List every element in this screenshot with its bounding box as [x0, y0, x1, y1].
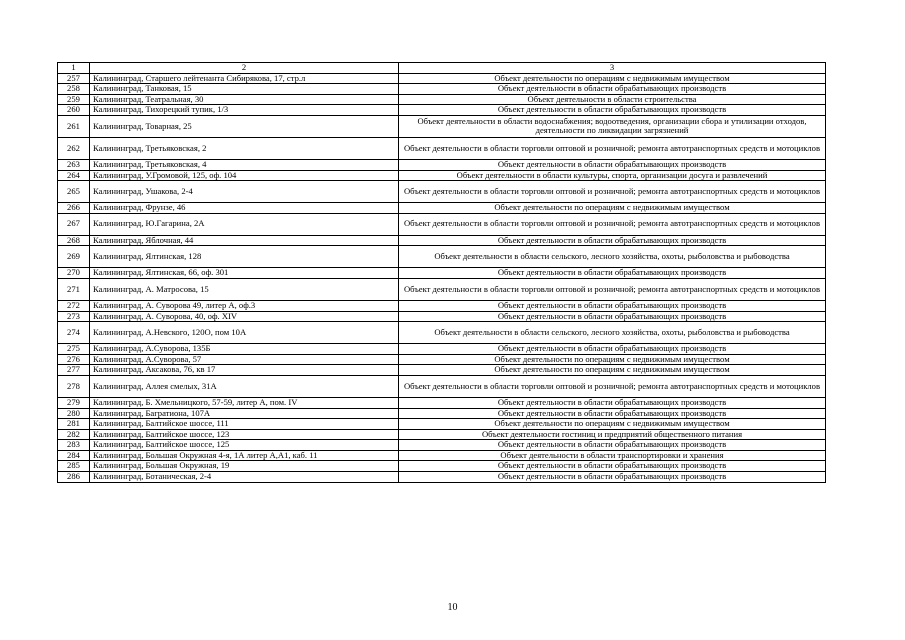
table-header-row [58, 63, 826, 74]
table-row [58, 268, 826, 279]
activity-cell: Объект деятельности в области обрабатывающих производств [399, 268, 826, 279]
table-row [58, 354, 826, 365]
table-row [58, 235, 826, 246]
address-cell: Калининград, Ю.Гагарина, 2А [90, 213, 399, 235]
table-row [58, 375, 826, 397]
table-row [58, 73, 826, 84]
table-row [58, 440, 826, 451]
table-row [58, 300, 826, 311]
row-number-cell: 285 [58, 461, 90, 472]
row-number-cell: 283 [58, 440, 90, 451]
activity-cell: Объект деятельности в области культуры, спорта, организации досуга и развлечений [399, 170, 826, 181]
table-row [58, 429, 826, 440]
row-number-cell: 270 [58, 268, 90, 279]
row-number-cell: 263 [58, 159, 90, 170]
address-cell: Калининград, Старшего лейтенанта Сибирякова, 17, стр.л [90, 73, 399, 84]
address-cell: Калининград, Багратиона, 107А [90, 408, 399, 419]
row-number-cell: 273 [58, 311, 90, 322]
table-row [58, 115, 826, 137]
address-cell: Калининград, А. Матросова, 15 [90, 278, 399, 300]
column-header-3: 3 [399, 63, 826, 74]
activity-cell: Объект деятельности в области обрабатывающих производств [399, 397, 826, 408]
address-cell: Калининград, Третьяковская, 2 [90, 137, 399, 159]
row-number-cell: 275 [58, 344, 90, 355]
table-row [58, 450, 826, 461]
row-number-cell: 284 [58, 450, 90, 461]
row-number-cell: 274 [58, 322, 90, 344]
column-header-1: 1 [58, 63, 90, 74]
address-cell: Калининград, Ушакова, 2-4 [90, 181, 399, 203]
activity-cell: Объект деятельности в области обрабатывающих производств [399, 461, 826, 472]
address-cell: Калининград, А. Суворова 49, литер А, оф.3 [90, 300, 399, 311]
activity-cell: Объект деятельности по операциям с недвижимым имуществом [399, 73, 826, 84]
table-row [58, 344, 826, 355]
row-number-cell: 269 [58, 246, 90, 268]
address-cell: Калининград, Фрунзе, 46 [90, 203, 399, 214]
table-row [58, 419, 826, 430]
table-row [58, 408, 826, 419]
table-row [58, 311, 826, 322]
activity-cell: Объект деятельности в области торговли оптовой и розничной; ремонта автотранспортных средств и мотоциклов [399, 278, 826, 300]
row-number-cell: 277 [58, 365, 90, 376]
activity-cell: Объект деятельности в области обрабатывающих производств [399, 440, 826, 451]
row-number-cell: 271 [58, 278, 90, 300]
address-cell: Калининград, Товарная, 25 [90, 115, 399, 137]
address-cell: Калининград, Ботаническая, 2-4 [90, 472, 399, 483]
address-cell: Калининград, Балтийское шоссе, 111 [90, 419, 399, 430]
activity-cell: Объект деятельности по операциям с недвижимым имуществом [399, 365, 826, 376]
table-row [58, 203, 826, 214]
address-cell: Калининград, А.Невского, 120О, пом 10А [90, 322, 399, 344]
address-cell: Калининград, У.Громовой, 125, оф. 104 [90, 170, 399, 181]
table-row [58, 181, 826, 203]
address-cell: Калининград, Большая Окружная, 19 [90, 461, 399, 472]
activity-cell: Объект деятельности в области обрабатывающих производств [399, 344, 826, 355]
activity-cell: Объект деятельности в области обрабатывающих производств [399, 159, 826, 170]
table-row [58, 246, 826, 268]
activity-cell: Объект деятельности по операциям с недвижимым имуществом [399, 354, 826, 365]
row-number-cell: 280 [58, 408, 90, 419]
activity-cell: Объект деятельности в области обрабатывающих производств [399, 311, 826, 322]
table-row [58, 213, 826, 235]
row-number-cell: 278 [58, 375, 90, 397]
row-number-cell: 286 [58, 472, 90, 483]
page-number: 10 [447, 602, 458, 613]
table-row [58, 461, 826, 472]
activity-cell: Объект деятельности в области обрабатывающих производств [399, 235, 826, 246]
row-number-cell: 268 [58, 235, 90, 246]
activity-cell: Объект деятельности по операциям с недвижимым имуществом [399, 419, 826, 430]
table-row [58, 159, 826, 170]
address-cell: Калининград, А.Суворова, 135Б [90, 344, 399, 355]
row-number-cell: 260 [58, 105, 90, 116]
data-table [57, 62, 826, 483]
table-row [58, 278, 826, 300]
address-cell: Калининград, Третьяковская, 4 [90, 159, 399, 170]
address-cell: Калининград, Театральная, 30 [90, 94, 399, 105]
row-number-cell: 259 [58, 94, 90, 105]
activity-cell: Объект деятельности в области обрабатывающих производств [399, 408, 826, 419]
activity-cell: Объект деятельности по операциям с недвижимым имуществом [399, 203, 826, 214]
activity-cell: Объект деятельности в области обрабатывающих производств [399, 105, 826, 116]
row-number-cell: 257 [58, 73, 90, 84]
address-cell: Калининград, Тихорецкий тупик, 1/3 [90, 105, 399, 116]
address-cell: Калининград, Балтийское шоссе, 123 [90, 429, 399, 440]
address-cell: Калининград, А.Суворова, 57 [90, 354, 399, 365]
table-row [58, 365, 826, 376]
row-number-cell: 281 [58, 419, 90, 430]
address-cell: Калининград, Аллея смелых, 31А [90, 375, 399, 397]
activity-cell: Объект деятельности в области обрабатывающих производств [399, 300, 826, 311]
row-number-cell: 264 [58, 170, 90, 181]
table-row [58, 137, 826, 159]
row-number-cell: 266 [58, 203, 90, 214]
table-row [58, 105, 826, 116]
address-cell: Калининград, Ялтинская, 128 [90, 246, 399, 268]
row-number-cell: 279 [58, 397, 90, 408]
row-number-cell: 272 [58, 300, 90, 311]
activity-cell: Объект деятельности в области торговли оптовой и розничной; ремонта автотранспортных средств и мотоциклов [399, 181, 826, 203]
table-row [58, 170, 826, 181]
row-number-cell: 261 [58, 115, 90, 137]
address-cell: Калининград, А. Суворова, 40, оф. XIV [90, 311, 399, 322]
activity-cell: Объект деятельности в области обрабатывающих производств [399, 472, 826, 483]
table-row [58, 84, 826, 95]
activity-cell: Объект деятельности в области транспортировки и хранения [399, 450, 826, 461]
activity-cell: Объект деятельности в области торговли оптовой и розничной; ремонта автотранспортных средств и мотоциклов [399, 137, 826, 159]
activity-cell: Объект деятельности в области водоснабжения; водоотведения, организации сбора и утилизации отходов, деятельности по ликвидации загрязнений [399, 115, 826, 137]
activity-cell: Объект деятельности в области торговли оптовой и розничной; ремонта автотранспортных средств и мотоциклов [399, 375, 826, 397]
table-row [58, 397, 826, 408]
table-body [58, 73, 826, 482]
table-row [58, 472, 826, 483]
activity-cell: Объект деятельности гостиниц и предприятий общественного питания [399, 429, 826, 440]
table-row [58, 94, 826, 105]
activity-cell: Объект деятельности в области сельского, лесного хозяйства, охоты, рыболовства и рыбоводства [399, 322, 826, 344]
address-cell: Калининград, Ялтинская, 66, оф. 301 [90, 268, 399, 279]
address-cell: Калининград, Большая Окружная 4-я, 1А литер А,А1, каб. 11 [90, 450, 399, 461]
row-number-cell: 262 [58, 137, 90, 159]
activity-cell: Объект деятельности в области сельского, лесного хозяйства, охоты, рыболовства и рыбоводства [399, 246, 826, 268]
address-cell: Калининград, Яблочная, 44 [90, 235, 399, 246]
row-number-cell: 267 [58, 213, 90, 235]
activity-cell: Объект деятельности в области обрабатывающих производств [399, 84, 826, 95]
column-header-2: 2 [90, 63, 399, 74]
address-cell: Калининград, Б. Хмельницкого, 57-59, литер А, пом. IV [90, 397, 399, 408]
row-number-cell: 282 [58, 429, 90, 440]
address-cell: Калининград, Балтийское шоссе, 125 [90, 440, 399, 451]
table-row [58, 322, 826, 344]
activity-cell: Объект деятельности в области торговли оптовой и розничной; ремонта автотранспортных средств и мотоциклов [399, 213, 826, 235]
row-number-cell: 258 [58, 84, 90, 95]
address-cell: Калининград, Аксакова, 76, кв 17 [90, 365, 399, 376]
address-cell: Калининград, Танковая, 15 [90, 84, 399, 95]
activity-cell: Объект деятельности в области строительства [399, 94, 826, 105]
row-number-cell: 276 [58, 354, 90, 365]
row-number-cell: 265 [58, 181, 90, 203]
